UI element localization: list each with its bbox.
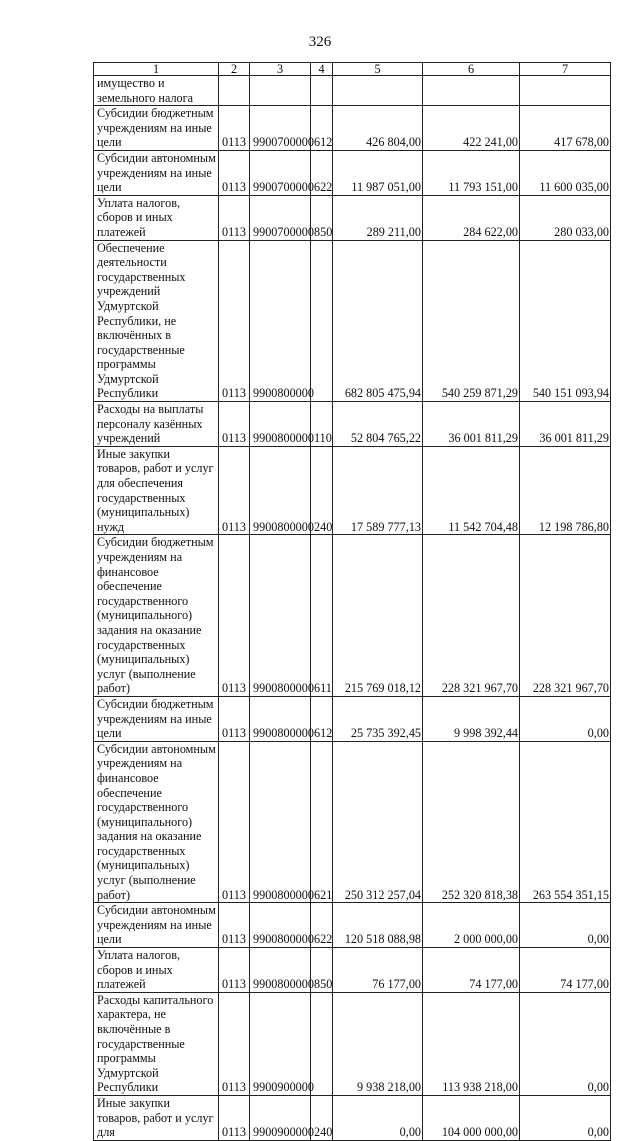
table-row <box>94 446 611 535</box>
amount-col7-cell: 263 554 351,15 <box>520 741 611 903</box>
amount-col7-cell: 0,00 <box>520 696 611 741</box>
row-name-cell: Обеспечение деятельности государственных учреждений Удмуртской Республики, не включённых в государственные программы Удмуртской Республики <box>94 240 219 402</box>
amount-col6-cell: 36 001 811,29 <box>423 402 520 447</box>
target-code-cell: 9900800000 <box>250 696 311 741</box>
amount-col7-cell: 0,00 <box>520 1095 611 1140</box>
target-code-cell: 9900800000 <box>250 402 311 447</box>
section-code-cell: 0113 <box>219 535 250 697</box>
amount-col5-cell: 11 987 051,00 <box>333 150 423 195</box>
row-name-cell: Иные закупки товаров, работ и услуг для обеспечения государственных (муниципальных) нужд <box>94 446 219 535</box>
budget-table <box>93 62 611 1141</box>
amount-col5-cell: 120 518 088,98 <box>333 903 423 948</box>
table-row <box>94 948 611 993</box>
table-row <box>94 1095 611 1140</box>
amount-col6-cell: 74 177,00 <box>423 948 520 993</box>
amount-col7-cell: 0,00 <box>520 992 611 1095</box>
target-code-cell: 9900800000 <box>250 535 311 697</box>
target-code-cell: 9900800000 <box>250 240 311 402</box>
target-code-cell: 9900700000 <box>250 106 311 151</box>
amount-col7-cell: 36 001 811,29 <box>520 402 611 447</box>
amount-col6-cell: 113 938 218,00 <box>423 992 520 1095</box>
table-row <box>94 992 611 1095</box>
amount-col7-cell <box>520 76 611 106</box>
table-row <box>94 696 611 741</box>
amount-col5-cell: 250 312 257,04 <box>333 741 423 903</box>
amount-col5-cell: 289 211,00 <box>333 195 423 240</box>
expense-type-cell: 240 <box>311 1095 333 1140</box>
row-name-cell: Субсидии автономным учреждениям на финансовое обеспечение государственного (муниципального) задания на оказание государственных (муниципальных) услуг (выполнение работ) <box>94 741 219 903</box>
section-code-cell: 0113 <box>219 903 250 948</box>
column-header: 6 <box>423 63 520 76</box>
target-code-cell: 9900800000 <box>250 903 311 948</box>
column-header: 5 <box>333 63 423 76</box>
expense-type-cell: 612 <box>311 696 333 741</box>
amount-col6-cell: 252 320 818,38 <box>423 741 520 903</box>
section-code-cell: 0113 <box>219 446 250 535</box>
section-code-cell: 0113 <box>219 106 250 151</box>
expense-type-cell: 622 <box>311 903 333 948</box>
expense-type-cell: 110 <box>311 402 333 447</box>
section-code-cell: 0113 <box>219 150 250 195</box>
expense-type-cell <box>311 240 333 402</box>
table-row <box>94 106 611 151</box>
section-code-cell: 0113 <box>219 948 250 993</box>
section-code-cell: 0113 <box>219 696 250 741</box>
page-number: 326 <box>308 34 332 50</box>
column-header: 2 <box>219 63 250 76</box>
header-row <box>94 63 611 76</box>
amount-col5-cell: 682 805 475,94 <box>333 240 423 402</box>
amount-col5-cell: 17 589 777,13 <box>333 446 423 535</box>
amount-col7-cell: 540 151 093,94 <box>520 240 611 402</box>
section-code-cell: 0113 <box>219 1095 250 1140</box>
row-name-cell: имущество и земельного налога <box>94 76 219 106</box>
amount-col6-cell: 11 542 704,48 <box>423 446 520 535</box>
target-code-cell <box>250 76 311 106</box>
amount-col7-cell: 12 198 786,80 <box>520 446 611 535</box>
amount-col6-cell: 2 000 000,00 <box>423 903 520 948</box>
table-row <box>94 903 611 948</box>
amount-col6-cell: 540 259 871,29 <box>423 240 520 402</box>
amount-col6-cell: 228 321 967,70 <box>423 535 520 697</box>
column-header: 3 <box>250 63 311 76</box>
amount-col5-cell: 52 804 765,22 <box>333 402 423 447</box>
section-code-cell: 0113 <box>219 240 250 402</box>
target-code-cell: 9900900000 <box>250 1095 311 1140</box>
target-code-cell: 9900800000 <box>250 446 311 535</box>
row-name-cell: Субсидии бюджетным учреждениям на иные цели <box>94 106 219 151</box>
row-name-cell: Субсидии бюджетным учреждениям на иные цели <box>94 696 219 741</box>
amount-col7-cell: 74 177,00 <box>520 948 611 993</box>
target-code-cell: 9900700000 <box>250 150 311 195</box>
table-row <box>94 535 611 697</box>
section-code-cell: 0113 <box>219 741 250 903</box>
amount-col7-cell: 228 321 967,70 <box>520 535 611 697</box>
amount-col6-cell: 284 622,00 <box>423 195 520 240</box>
table-row <box>94 741 611 903</box>
amount-col5-cell: 76 177,00 <box>333 948 423 993</box>
amount-col5-cell: 215 769 018,12 <box>333 535 423 697</box>
section-code-cell: 0113 <box>219 992 250 1095</box>
target-code-cell: 9900800000 <box>250 741 311 903</box>
row-name-cell: Расходы на выплаты персоналу казённых учреждений <box>94 402 219 447</box>
table-row <box>94 195 611 240</box>
amount-col5-cell: 25 735 392,45 <box>333 696 423 741</box>
target-code-cell: 9900700000 <box>250 195 311 240</box>
expense-type-cell: 622 <box>311 150 333 195</box>
amount-col7-cell: 280 033,00 <box>520 195 611 240</box>
section-code-cell <box>219 76 250 106</box>
section-code-cell: 0113 <box>219 195 250 240</box>
amount-col6-cell: 9 998 392,44 <box>423 696 520 741</box>
expense-type-cell: 850 <box>311 948 333 993</box>
expense-type-cell: 240 <box>311 446 333 535</box>
amount-col5-cell: 9 938 218,00 <box>333 992 423 1095</box>
section-code-cell: 0113 <box>219 402 250 447</box>
expense-type-cell: 611 <box>311 535 333 697</box>
expense-type-cell: 850 <box>311 195 333 240</box>
row-name-cell: Субсидии бюджетным учреждениям на финансовое обеспечение государственного (муниципального) задания на оказание государственных (муниципальных) услуг (выполнение работ) <box>94 535 219 697</box>
target-code-cell: 9900800000 <box>250 948 311 993</box>
amount-col5-cell: 426 804,00 <box>333 106 423 151</box>
amount-col7-cell: 11 600 035,00 <box>520 150 611 195</box>
row-name-cell: Субсидии автономным учреждениям на иные цели <box>94 903 219 948</box>
table-row <box>94 76 611 106</box>
expense-type-cell: 621 <box>311 741 333 903</box>
amount-col6-cell: 422 241,00 <box>423 106 520 151</box>
column-header: 4 <box>311 63 333 76</box>
row-name-cell: Иные закупки товаров, работ и услуг для <box>94 1095 219 1140</box>
amount-col6-cell: 11 793 151,00 <box>423 150 520 195</box>
amount-col5-cell <box>333 76 423 106</box>
table-row <box>94 240 611 402</box>
row-name-cell: Уплата налогов, сборов и иных платежей <box>94 948 219 993</box>
amount-col7-cell: 417 678,00 <box>520 106 611 151</box>
table-row <box>94 402 611 447</box>
amount-col5-cell: 0,00 <box>333 1095 423 1140</box>
column-header: 7 <box>520 63 611 76</box>
amount-col6-cell: 104 000 000,00 <box>423 1095 520 1140</box>
amount-col7-cell: 0,00 <box>520 903 611 948</box>
column-header: 1 <box>94 63 219 76</box>
row-name-cell: Расходы капитального характера, не включённые в государственные программы Удмуртской Республики <box>94 992 219 1095</box>
row-name-cell: Уплата налогов, сборов и иных платежей <box>94 195 219 240</box>
target-code-cell: 9900900000 <box>250 992 311 1095</box>
table-row <box>94 150 611 195</box>
amount-col6-cell <box>423 76 520 106</box>
row-name-cell: Субсидии автономным учреждениям на иные цели <box>94 150 219 195</box>
expense-type-cell: 612 <box>311 106 333 151</box>
expense-type-cell <box>311 76 333 106</box>
